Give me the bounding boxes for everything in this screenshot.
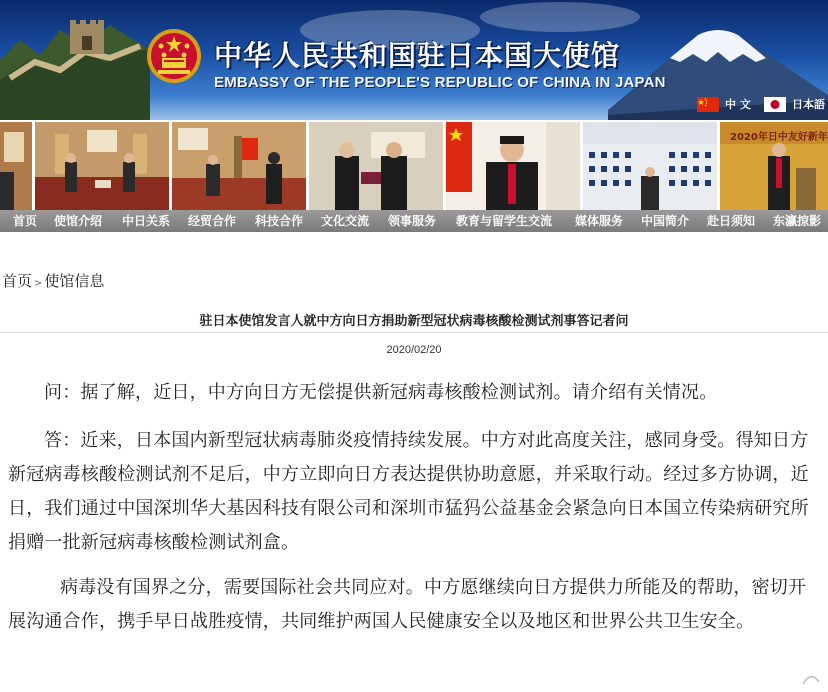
article-paragraph-question: 问：据了解，近日，中方向日方无偿提供新冠病毒核酸检测试剂。请介绍有关情况。 — [44, 382, 718, 403]
nav-item-consular[interactable]: 领事服务 — [388, 214, 437, 228]
photo-thumbnail[interactable] — [35, 122, 169, 210]
breadcrumb — [2, 270, 104, 291]
nav-item-culture[interactable]: 文化交流 — [321, 214, 370, 228]
photo-thumbnail[interactable] — [0, 122, 32, 210]
article-paragraph-closing: 病毒没有国界之分，需要国际社会共同应对。中方愿继续向日方提供力所能及的帮助，密切开展沟通合作，携手早日战胜疫情，共同维护两国人民健康安全以及地区和世界公共卫生安全。 — [8, 577, 807, 632]
main-nav — [0, 210, 828, 232]
site-title-en: EMBASSY OF THE PEOPLE'S REPUBLIC OF CHINA IN JAPAN — [214, 74, 666, 91]
breadcrumb-current[interactable]: 使馆信息 — [44, 272, 105, 290]
photo-thumbnail[interactable] — [720, 122, 828, 210]
china-flag-icon — [697, 97, 719, 112]
breadcrumb-home[interactable]: 首页 — [2, 272, 33, 290]
national-emblem-icon — [146, 28, 202, 84]
japan-flag-icon — [764, 97, 786, 112]
article-date: 2020/02/20 — [386, 344, 442, 356]
lang-label-japanese: 日本語 — [792, 98, 825, 111]
lang-switch-japanese[interactable] — [764, 96, 825, 112]
nav-item-science[interactable]: 科技合作 — [255, 214, 304, 228]
lang-label-chinese: 中 文 — [725, 98, 751, 111]
nav-item-japan-notes[interactable]: 赴日须知 — [707, 214, 756, 228]
nav-item-embassy[interactable]: 使馆介绍 — [54, 214, 103, 228]
photo-thumbnail[interactable] — [172, 122, 306, 210]
site-banner — [0, 0, 828, 120]
great-wall-image — [0, 0, 150, 120]
breadcrumb-separator: > — [34, 278, 43, 289]
photo-thumbnail[interactable] — [309, 122, 443, 210]
photo-thumbnail[interactable] — [583, 122, 717, 210]
photo-banner-text: 2020年日中友好新年 — [730, 132, 828, 143]
watermark-icon — [802, 672, 820, 686]
nav-item-home[interactable]: 首页 — [13, 214, 38, 228]
nav-item-gallery[interactable]: 东瀛掠影 — [773, 214, 822, 228]
article-title: 驻日本使馆发言人就中方向日方捐助新型冠状病毒核酸检测试剂事答记者问 — [199, 314, 629, 329]
photo-thumbnail[interactable] — [446, 122, 580, 210]
title-divider — [0, 332, 828, 333]
photo-strip — [0, 120, 828, 210]
lang-switch-chinese[interactable] — [697, 96, 751, 112]
nav-item-relations[interactable]: 中日关系 — [122, 214, 171, 228]
site-title-cn: 中华人民共和国驻日本国大使馆 — [214, 39, 621, 72]
article-paragraph-answer: 答：近来，日本国内新型冠状病毒肺炎疫情持续发展。中方对此高度关注，感同身受。得知日方新冠病毒核酸检测试剂不足后，中方立即向日方表达提供协助意愿，并采取行动。经过多方协调，近日，我们通过中国深圳华大基因科技有限公司和深圳市猛犸公益基金会紧急向日本国立传染病研究所捐赠一批新冠病毒核酸检测试剂盒。 — [8, 430, 809, 553]
nav-item-economy[interactable]: 经贸合作 — [188, 214, 237, 228]
nav-item-education[interactable]: 教育与留学生交流 — [456, 214, 553, 228]
nav-item-media[interactable]: 媒体服务 — [575, 214, 624, 228]
nav-item-china-intro[interactable]: 中国简介 — [641, 214, 690, 228]
